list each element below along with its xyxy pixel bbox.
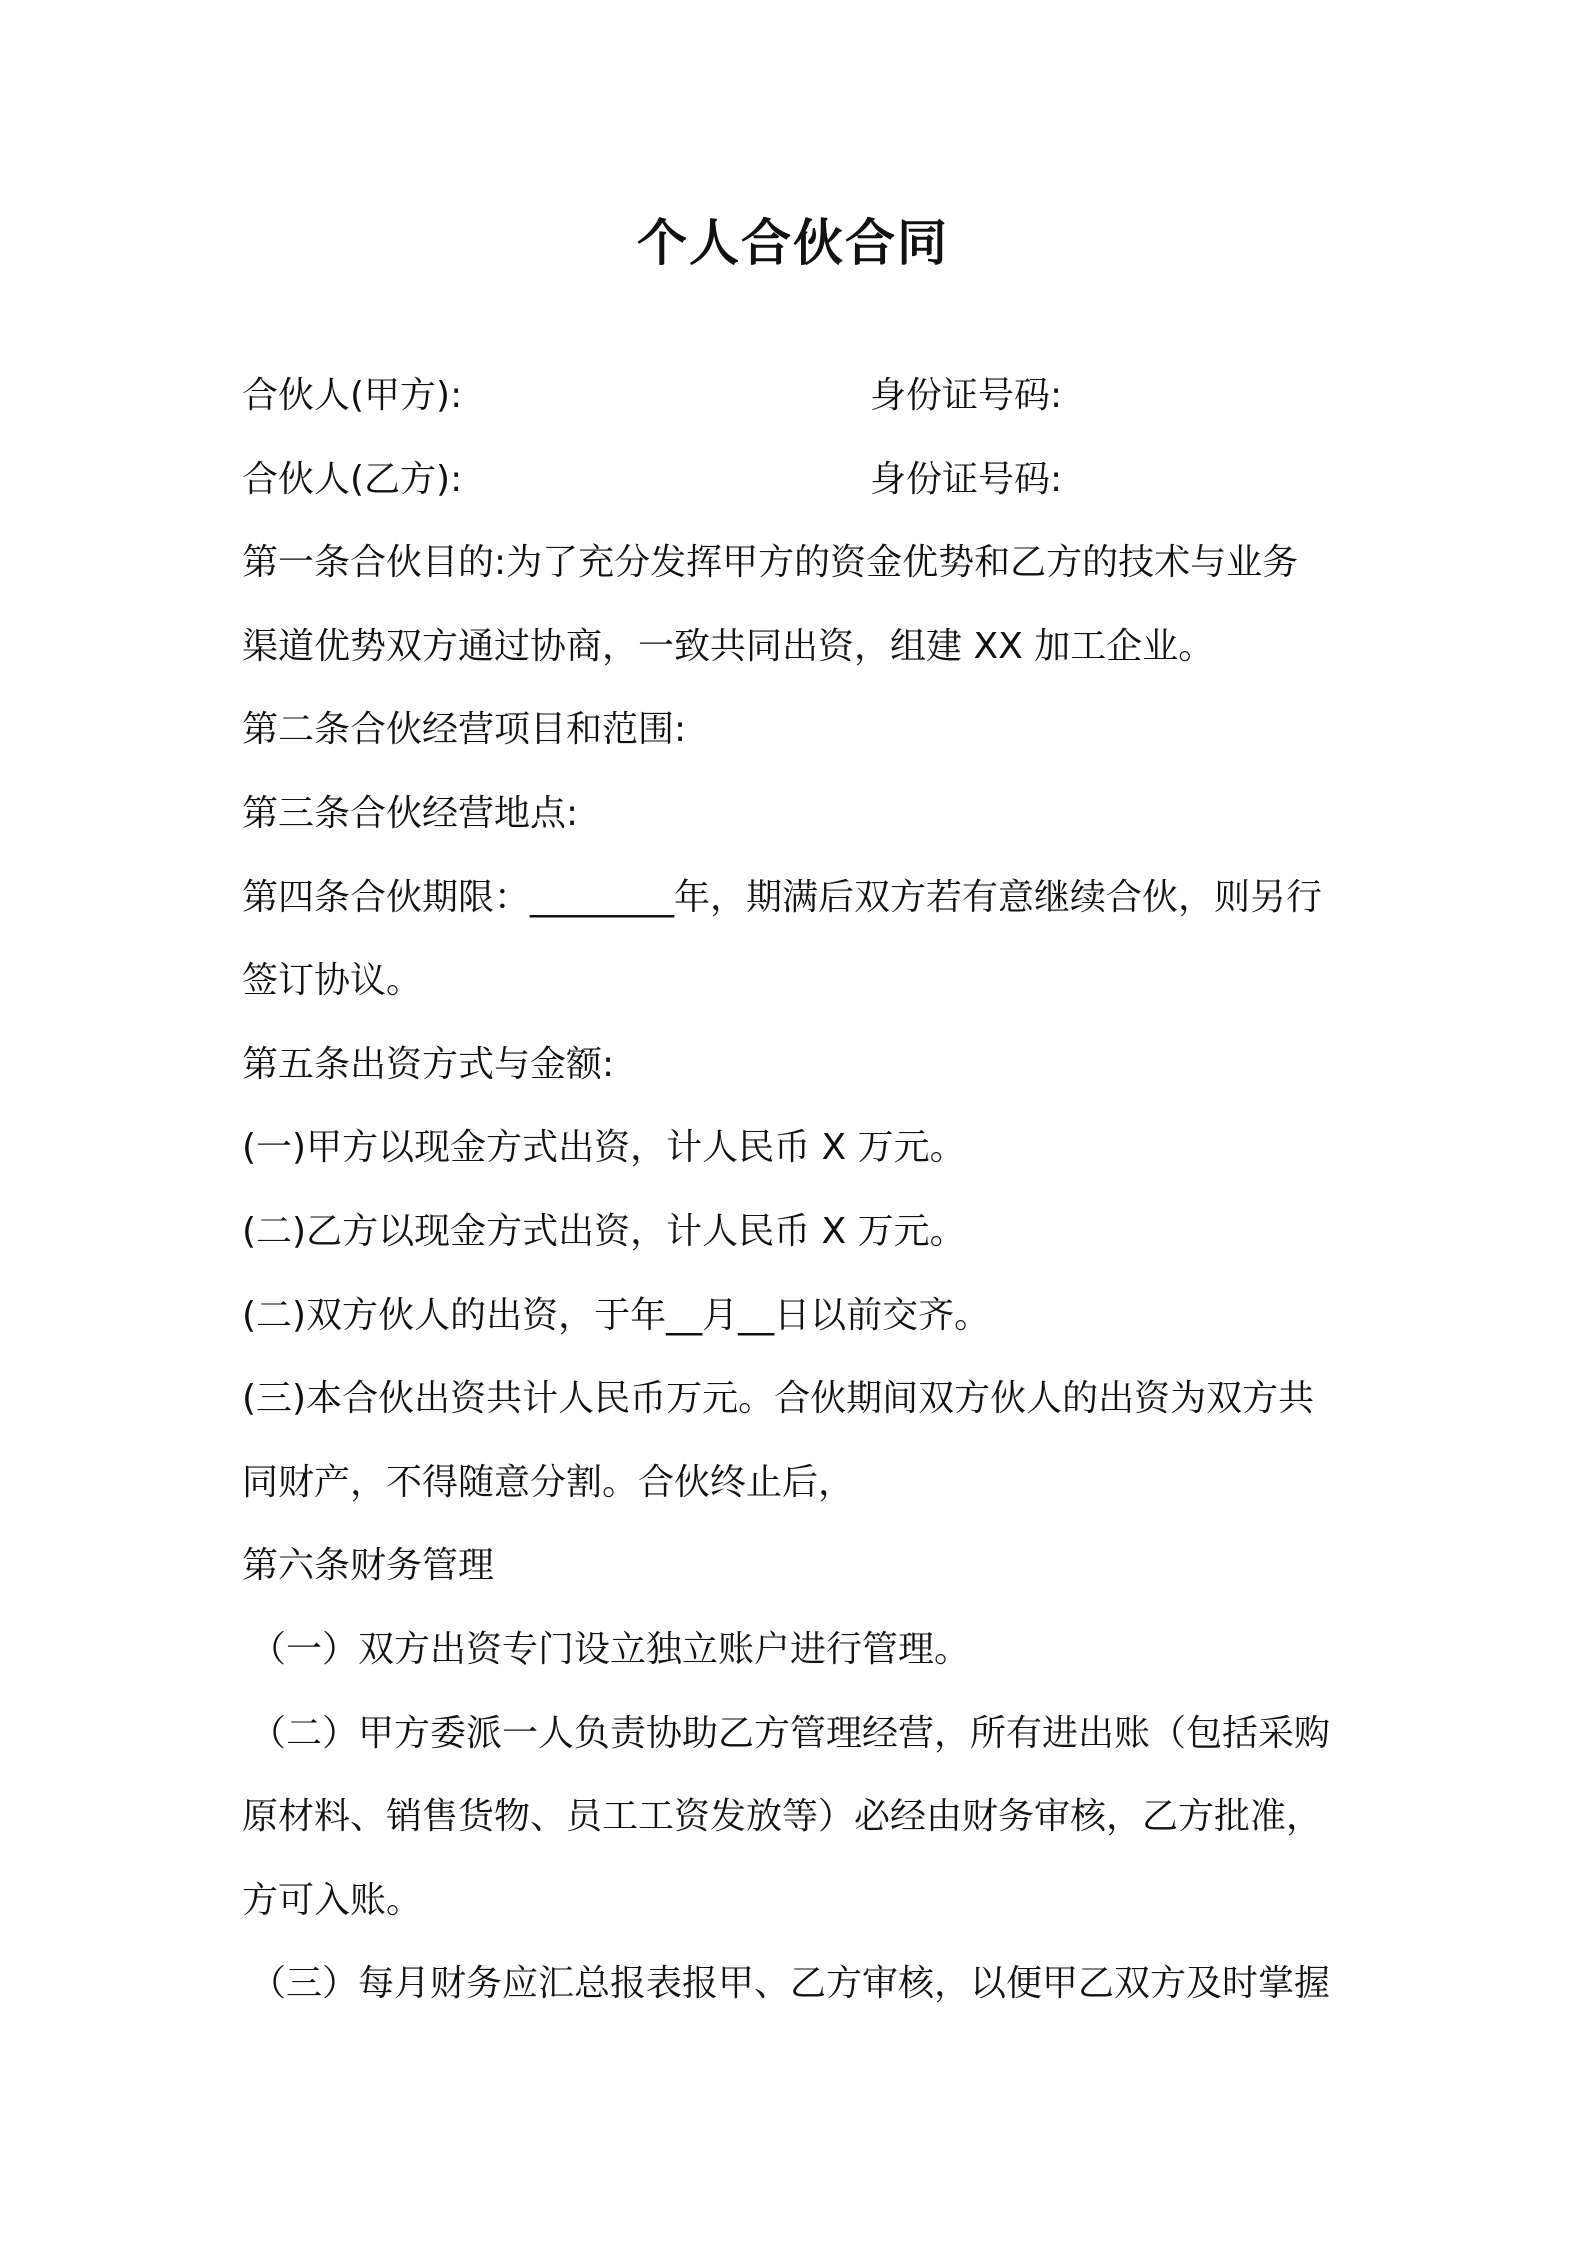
clause-5-item-4-line-2: 同财产，不得随意分割。合伙终止后， <box>242 1462 855 1503</box>
clause-4-line-2: 签订协议。 <box>242 960 423 1001</box>
clause-5-item-3: (二)双方伙人的出资，于年__月__日以前交齐。 <box>242 1295 991 1336</box>
clause-3: 第三条合伙经营地点: <box>242 793 579 834</box>
clause-5-item-1: (一)甲方以现金方式出资，计人民币 X 万元。 <box>242 1127 966 1168</box>
clause-5-item-2: (二)乙方以现金方式出资，计人民币 X 万元。 <box>242 1211 966 1252</box>
clause-5-heading: 第五条出资方式与金额: <box>242 1044 615 1085</box>
clause-4-line-1: 第四条合伙期限：________年，期满后双方若有意继续合伙，则另行 <box>242 877 1323 918</box>
party-a-label: 合伙人(甲方): <box>242 375 463 416</box>
party-b-label: 合伙人(乙方): <box>242 459 463 500</box>
party-b-id-label: 身份证号码: <box>870 459 1063 500</box>
clause-6-item-2-line-2: 原材料、销售货物、员工工资发放等）必经由财务审核，乙方批准， <box>242 1796 1323 1837</box>
clause-6-item-1: （一）双方出资专门设立独立账户进行管理。 <box>250 1629 971 1670</box>
clause-2: 第二条合伙经营项目和范围: <box>242 709 687 750</box>
document-title: 个人合伙合同 <box>637 214 949 272</box>
clause-1-line-1: 第一条合伙目的:为了充分发挥甲方的资金优势和乙方的技术与业务 <box>242 542 1299 583</box>
clause-6-item-3-line-1: （三）每月财务应汇总报表报甲、乙方审核，以便甲乙双方及时掌握 <box>250 1963 1331 2004</box>
clause-5-item-4-line-1: (三)本合伙出资共计人民币万元。合伙期间双方伙人的出资为双方共 <box>242 1378 1315 1419</box>
party-a-id-label: 身份证号码: <box>870 375 1063 416</box>
clause-6-heading: 第六条财务管理 <box>242 1545 495 1586</box>
clause-6-item-2-line-1: （二）甲方委派一人负责协助乙方管理经营，所有进出账（包括采购 <box>250 1713 1331 1754</box>
clause-1-line-2: 渠道优势双方通过协商，一致共同出资，组建 XX 加工企业。 <box>242 626 1215 667</box>
clause-6-item-2-line-3: 方可入账。 <box>242 1880 423 1921</box>
